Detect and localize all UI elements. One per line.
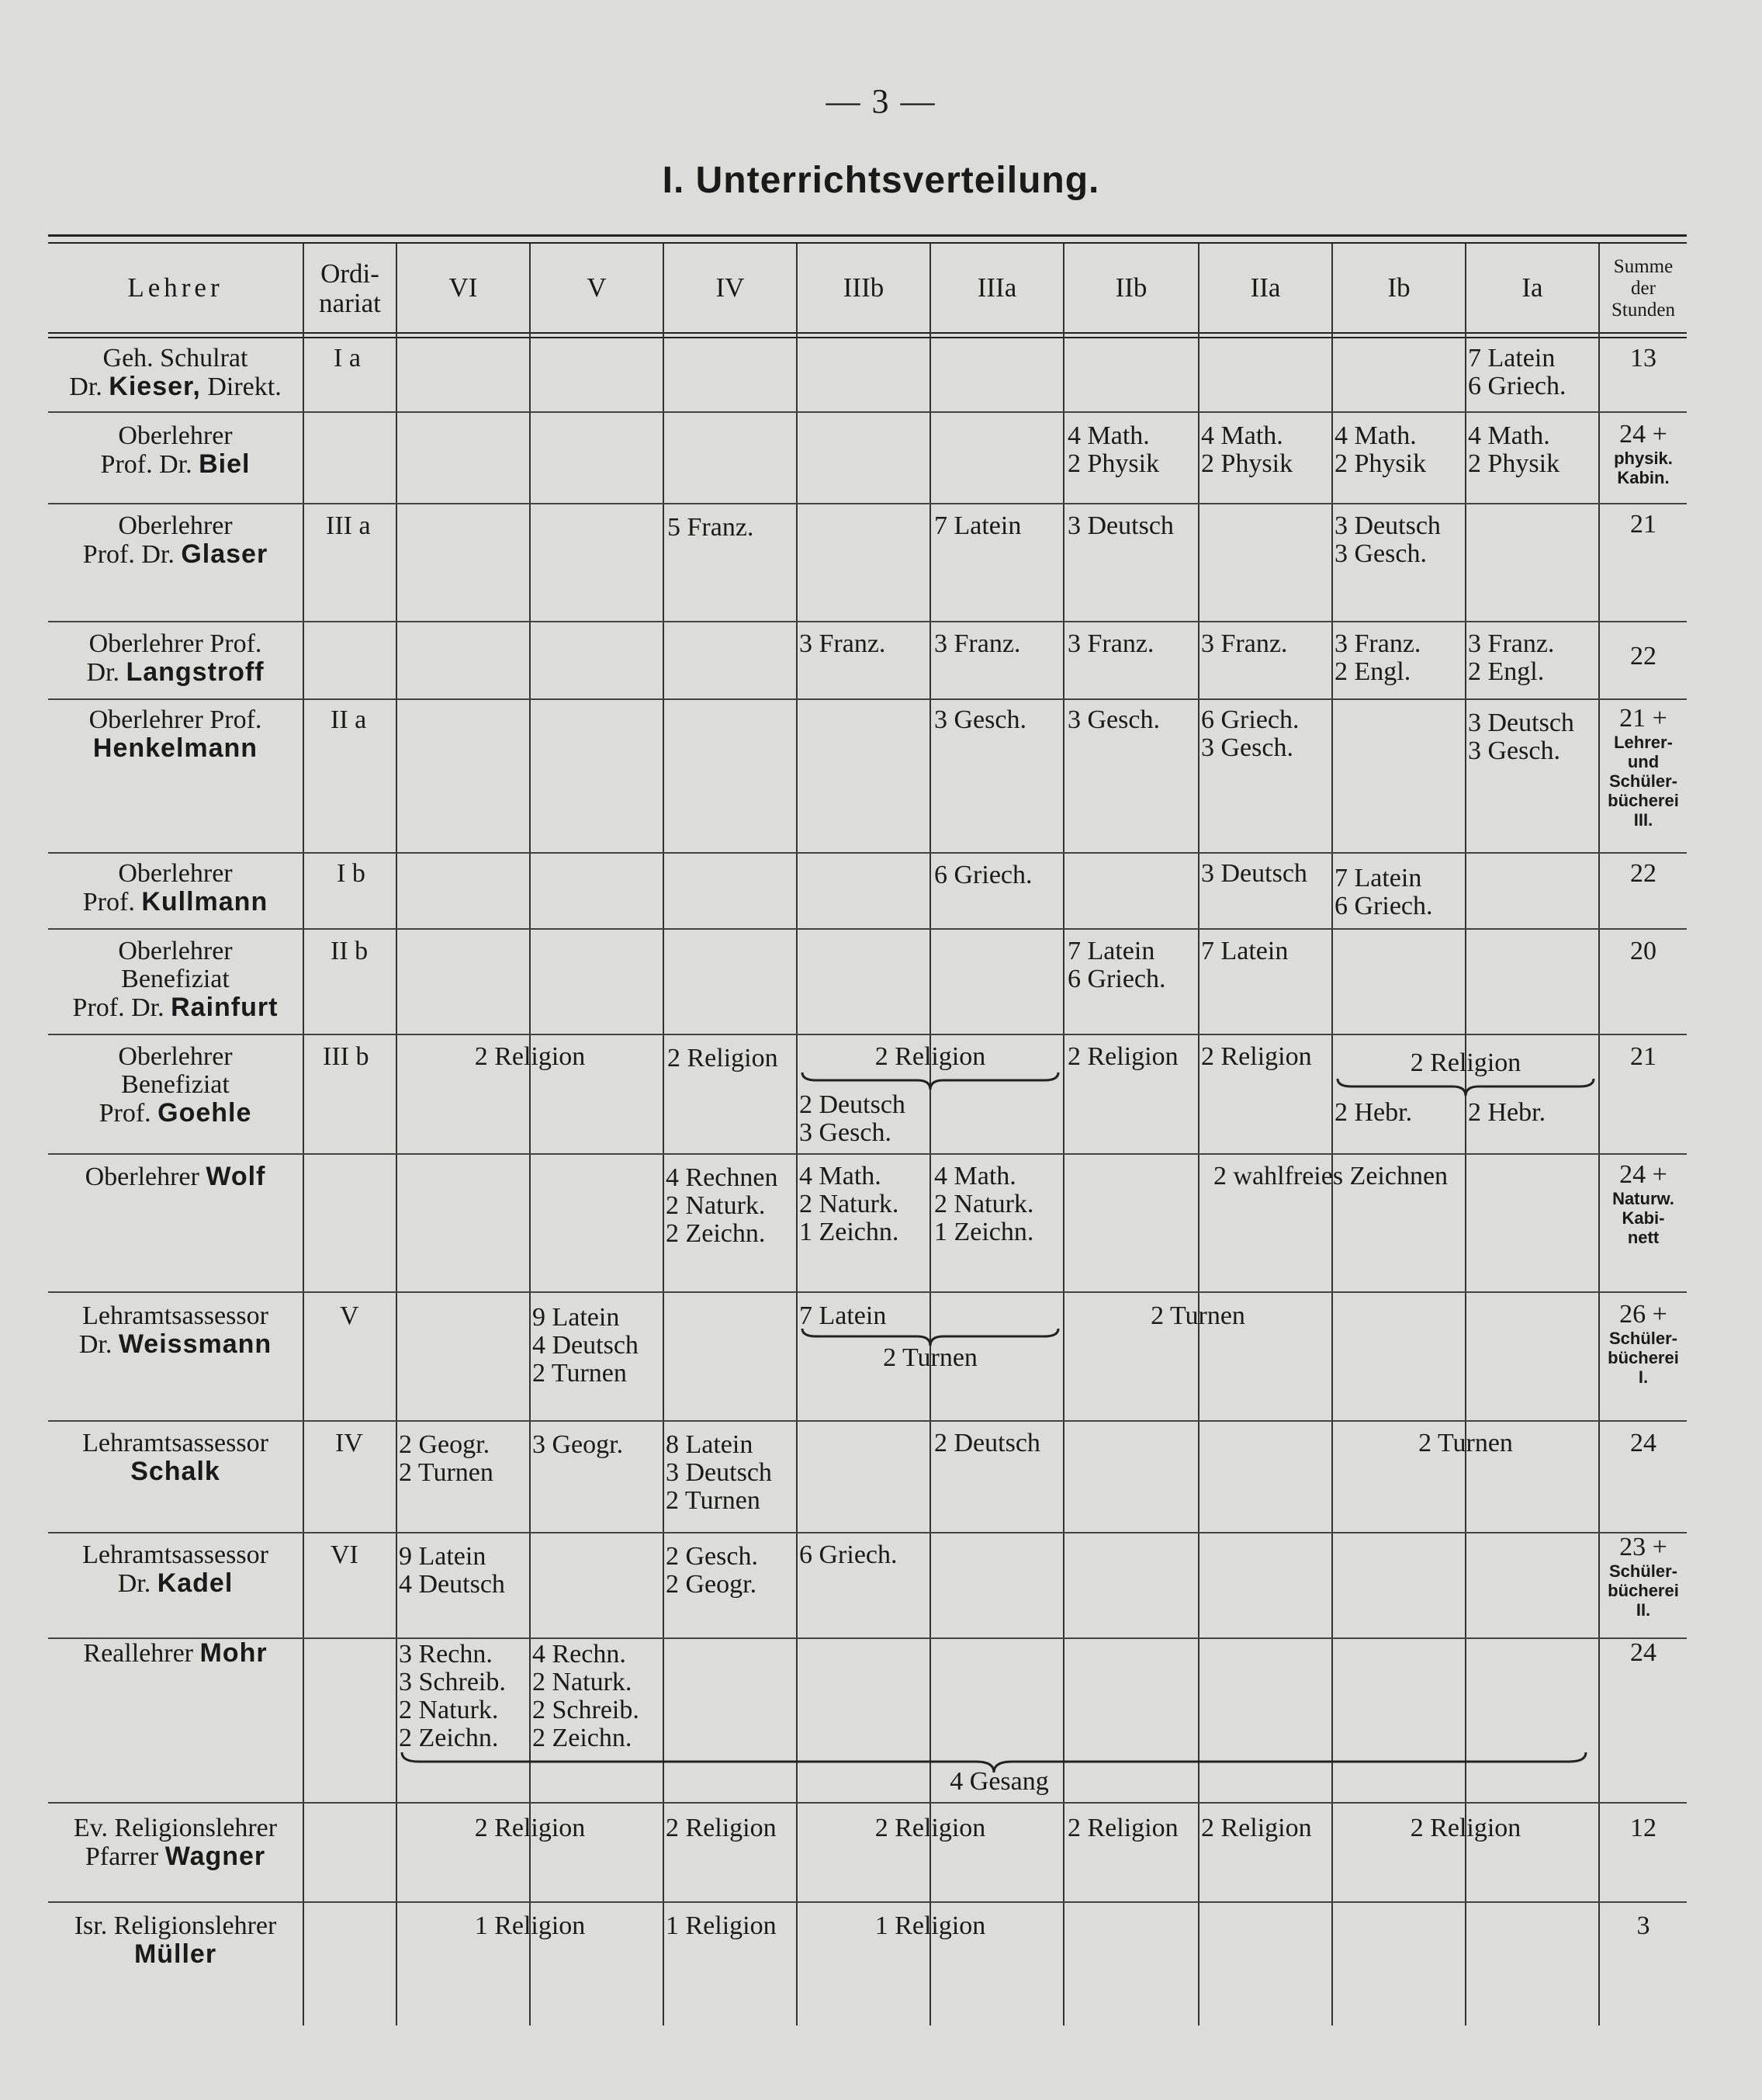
cell-iib: 3 Gesch. [1068,705,1160,734]
header-rule-2 [48,337,1687,338]
page-title: I. Unterrichtsverteilung. [662,160,1100,201]
cell-iiib-iiia: 2 Religion [874,1814,986,1842]
row-sep [48,1420,1687,1422]
row-sep [48,1901,1687,1903]
cell-vi-v: 2 Religion [474,1042,586,1071]
cell-iiia: 6 Griech. [934,861,1033,889]
cell-iiia: 3 Gesch. [934,705,1026,734]
cell-iib: 3 Deutsch [1068,511,1174,540]
sum-cell: 23 + Schüler- bücherei II. [1608,1533,1679,1620]
cell-vi-v: 1 Religion [474,1911,586,1940]
row-sep [48,928,1687,930]
sum-cell: 3 [1636,1911,1650,1940]
ordinariat-cell: III b [323,1042,369,1071]
ordinariat-cell: III a [326,511,371,540]
cell-iv: 1 Religion [666,1911,777,1940]
ordinariat-cell: II a [331,705,367,734]
header-rule [48,332,1687,334]
cell-iib: 2 Religion [1068,1814,1179,1842]
sum-cell: 13 [1630,344,1656,373]
brace-iiib-iiia [801,1071,1060,1093]
cell-iib: 4 Math. 2 Physik [1068,421,1160,478]
cell-vi: 3 Rechn. 3 Schreib. 2 Naturk. 2 Zeichn. [399,1640,506,1752]
top-rule [48,234,1687,237]
cell-iia: 3 Franz. [1201,629,1288,658]
top-rule-2 [48,242,1687,244]
teacher-kadel: Lehramtsassessor Dr. Kadel [82,1540,268,1598]
cell-iv: 2 Religion [667,1044,778,1073]
cell-iia: 3 Deutsch [1201,859,1307,888]
cell-ia: 2 Hebr. [1468,1098,1546,1127]
cell-iia: 2 Religion [1201,1814,1312,1842]
cell-iiia: 7 Latein [934,511,1022,540]
teacher-mueller: Isr. Religionslehrer Müller [74,1911,277,1969]
sum-cell: 21 [1630,1042,1656,1071]
row-sep [48,411,1687,413]
col-line-ordinariat [303,244,304,2025]
cell-iv: 2 Gesch. 2 Geogr. [666,1542,758,1599]
sum-cell: 21 [1630,510,1656,539]
teacher-weissmann: Lehramtsassessor Dr. Weissmann [78,1301,272,1359]
row-sep [48,698,1687,700]
sum-cell: 20 [1630,937,1656,965]
teacher-glaser: Oberlehrer Prof. Dr. Glaser [82,511,268,569]
cell-iib-ia: 2 wahlfreies Zeichnen [1213,1162,1449,1190]
cell-iiib: 3 Franz. [799,629,886,658]
cell-v: 4 Rechn. 2 Naturk. 2 Schreib. 2 Zeichn. [532,1640,639,1752]
cell-iiib-iiia: 2 Religion [874,1042,986,1071]
teacher-rainfurt: Oberlehrer Benefiziat Prof. Dr. Rainfurt [72,937,279,1022]
row-sep [48,503,1687,504]
cell-ib-ia: 2 Religion [1410,1814,1521,1842]
sum-cell: 22 [1630,859,1656,888]
cell-iiib-iiia-2: 2 Turnen [883,1343,978,1372]
cell-iiib: 2 Deutsch 3 Gesch. [799,1090,905,1147]
sum-cell: 24 [1630,1638,1656,1667]
header-iv: IV [715,272,745,303]
cell-ia: 7 Latein 6 Griech. [1468,344,1566,400]
cell-iib-iia: 2 Turnen [1151,1301,1245,1330]
cell-vi: 2 Geogr. 2 Turnen [399,1430,493,1487]
page-number: — 3 — [826,82,936,120]
teacher-wagner: Ev. Religionslehrer Pfarrer Wagner [73,1814,278,1871]
cell-iiib-iiia: 7 Latein [799,1301,887,1330]
row-sep [48,1291,1687,1293]
cell-vi: 9 Latein 4 Deutsch [399,1542,505,1599]
teacher-langstroff: Oberlehrer Prof. Dr. Langstroff [86,629,265,687]
cell-iv: 5 Franz. [667,513,754,542]
row-sep [48,1034,1687,1035]
header-iib: IIb [1115,272,1148,303]
teacher-mohr: Reallehrer Mohr [83,1638,268,1668]
cell-iiib-iiia: 1 Religion [874,1911,986,1940]
row-sep [48,1532,1687,1533]
header-iia: IIa [1250,272,1281,303]
cell-iib: 2 Religion [1068,1042,1179,1071]
cell-iv: 2 Religion [666,1814,777,1842]
cell-ia: 3 Deutsch 3 Gesch. [1468,709,1574,765]
col-line-vi [396,244,397,2025]
cell-ib-ia: 2 Religion [1410,1048,1521,1077]
header-lehrer: Lehrer [127,272,223,303]
sum-cell: 24 [1630,1429,1656,1457]
cell-iv: 4 Rechnen 2 Naturk. 2 Zeichn. [666,1163,778,1248]
header-vi: VI [448,272,478,303]
ordinariat-cell: II b [331,937,369,965]
cell-iib: 7 Latein 6 Griech. [1068,937,1166,993]
teacher-kullmann: Oberlehrer Prof. Kullmann [82,859,268,917]
sum-cell: 22 [1630,642,1656,671]
cell-iia: 2 Religion [1201,1042,1312,1071]
cell-v: 3 Geogr. [532,1430,624,1459]
teacher-henkelmann: Oberlehrer Prof. Henkelmann [88,705,262,763]
cell-iv: 8 Latein 3 Deutsch 2 Turnen [666,1430,772,1515]
row-sep [48,1153,1687,1155]
header-v: V [587,272,607,303]
cell-iia: 6 Griech. 3 Gesch. [1201,705,1300,762]
sum-cell: 24 + physik. Kabin. [1614,420,1673,487]
cell-vi-v: 2 Religion [474,1814,586,1842]
cell-v: 9 Latein 4 Deutsch 2 Turnen [532,1303,639,1388]
cell-ib: 3 Franz. 2 Engl. [1334,629,1421,686]
ordinariat-cell: IV [335,1429,363,1457]
row-sep [48,852,1687,854]
ordinariat-cell: I b [337,859,365,888]
cell-iiib: 4 Math. 2 Naturk. 1 Zeichn. [799,1162,899,1246]
ordinariat-cell: I a [334,344,361,373]
cell-ia: 4 Math. 2 Physik [1468,421,1560,478]
cell-iiib: 6 Griech. [799,1540,898,1569]
header-ib: Ib [1387,272,1411,303]
teacher-biel: Oberlehrer Prof. Dr. Biel [100,421,251,479]
cell-ib: 3 Deutsch 3 Gesch. [1334,511,1441,568]
teacher-kieser: Geh. Schulrat Dr. Kieser, Direkt. [69,344,282,401]
cell-ib: 4 Math. 2 Physik [1334,421,1427,478]
sum-cell: 21 + Lehrer- und Schüler- bücherei III. [1608,704,1679,830]
header-iiia: IIIa [977,272,1017,303]
sum-cell: 26 + Schüler- bücherei I. [1608,1300,1679,1387]
header-iiib: IIIb [843,272,884,303]
row-sep [48,1802,1687,1804]
brace-ib-ia [1336,1077,1595,1099]
header-summe: Summe der Stunden [1611,256,1675,321]
cell-ib: 2 Hebr. [1334,1098,1413,1127]
cell-vi-ia: 4 Gesang [950,1767,1049,1796]
teacher-schalk: Lehramtsassessor Schalk [82,1429,268,1486]
header-ia: Ia [1521,272,1543,303]
sum-cell: 12 [1630,1814,1656,1842]
sum-cell: 24 + Naturw. Kabi- nett [1612,1160,1674,1247]
header-ordinariat: Ordi- nariat [319,258,381,318]
teacher-wolf: Oberlehrer Wolf [85,1162,266,1191]
cell-iiia: 3 Franz. [934,629,1021,658]
ordinariat-cell: VI [331,1540,358,1569]
cell-iiia: 4 Math. 2 Naturk. 1 Zeichn. [934,1162,1034,1246]
cell-iia: 4 Math. 2 Physik [1201,421,1293,478]
cell-iib: 3 Franz. [1068,629,1154,658]
cell-ib: 7 Latein 6 Griech. [1334,864,1433,920]
cell-ib-ia: 2 Turnen [1418,1429,1513,1457]
cell-iia: 7 Latein [1201,937,1289,965]
cell-iiia: 2 Deutsch [934,1429,1040,1457]
teacher-goehle: Oberlehrer Benefiziat Prof. Goehle [99,1042,252,1128]
row-sep [48,621,1687,622]
cell-ia: 3 Franz. 2 Engl. [1468,629,1555,686]
ordinariat-cell: V [340,1301,359,1330]
